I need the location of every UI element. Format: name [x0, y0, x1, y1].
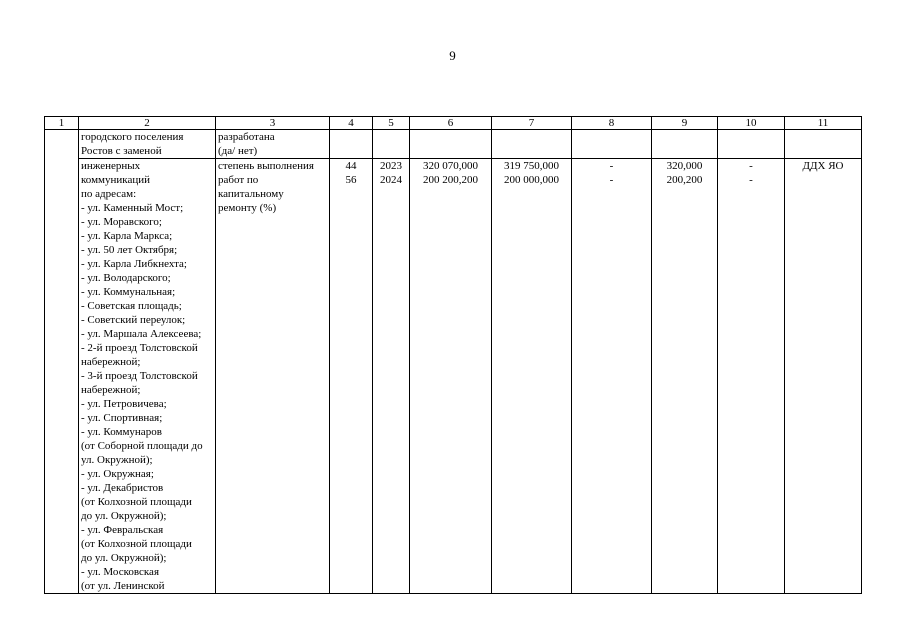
header-cell: 4 — [330, 117, 373, 130]
address-line: - 2-й проезд Толстовской — [81, 342, 198, 354]
responsible-value: ДДХ ЯО — [802, 160, 844, 172]
address-line: - ул. Декабристов — [81, 482, 164, 494]
indicator-line: степень выполнения — [218, 160, 314, 172]
empty-cell — [330, 130, 373, 159]
amount-value: - — [609, 174, 614, 186]
amount-value: - — [749, 160, 753, 172]
address-line: ул. Окружной); — [81, 454, 153, 466]
empty-cell — [718, 130, 785, 159]
year-cell — [373, 159, 410, 594]
indicator-line: капитальному — [218, 188, 284, 200]
page-number: 9 — [449, 48, 456, 63]
amount-cell — [492, 159, 572, 594]
responsible-cell — [785, 159, 862, 594]
indicator-line: (да/ нет) — [218, 145, 258, 157]
object-name-cell — [79, 130, 216, 159]
table-row — [45, 159, 862, 594]
amount-value: 200 000,000 — [504, 174, 559, 186]
object-name-line: городского поселения — [81, 131, 184, 143]
address-line: - ул. 50 лет Октября; — [81, 244, 178, 256]
address-line: - ул. Окружная; — [81, 468, 154, 480]
address-line: - ул. Моравского; — [81, 216, 162, 228]
program-table — [44, 116, 862, 594]
address-line: (от Колхозной площади — [81, 496, 192, 508]
address-line: - ул. Московская — [81, 566, 159, 578]
header-cell: 11 — [785, 117, 862, 130]
empty-cell — [410, 130, 492, 159]
address-line: набережной; — [81, 356, 141, 368]
address-line: - ул. Коммунаров — [81, 426, 162, 438]
header-cell: 7 — [492, 117, 572, 130]
indicator-cell — [216, 159, 330, 594]
indicator-line: работ по — [218, 174, 259, 186]
indicator-cell — [216, 130, 330, 159]
address-line: - Советская площадь; — [81, 300, 182, 312]
address-line: коммуникаций — [81, 174, 150, 186]
percent-value: 56 — [345, 174, 357, 186]
amount-value: 200,200 — [666, 174, 703, 186]
address-line: (от ул. Ленинской — [81, 580, 165, 592]
total-amount-cell — [410, 159, 492, 594]
percent-cell — [330, 159, 373, 594]
object-name-line: Ростов с заменой — [81, 145, 162, 157]
address-line: - ул. Коммунальная; — [81, 286, 176, 298]
amount-value: 320,000 — [666, 160, 703, 172]
amount-value: - — [749, 174, 753, 186]
header-cell: 8 — [572, 117, 652, 130]
header-cell: 10 — [718, 117, 785, 130]
address-line: до ул. Окружной); — [81, 552, 167, 564]
empty-cell — [652, 130, 718, 159]
year-value: 2023 — [380, 160, 402, 172]
address-list-cell — [79, 159, 216, 594]
empty-cell — [572, 130, 652, 159]
header-cell: 3 — [216, 117, 330, 130]
address-line: - ул. Володарского; — [81, 272, 171, 284]
header-cell: 1 — [45, 117, 79, 130]
row-number-cell — [45, 130, 79, 594]
empty-cell — [492, 130, 572, 159]
amount-value: - — [609, 160, 614, 172]
address-line: - ул. Спортивная; — [81, 412, 163, 424]
address-line: (от Колхозной площади — [81, 538, 192, 550]
address-line: - ул. Каменный Мост; — [81, 202, 184, 214]
address-line: (от Соборной площади до — [81, 440, 203, 452]
amount-cell — [718, 159, 785, 594]
indicator-line: разработана — [218, 131, 275, 143]
header-cell: 2 — [79, 117, 216, 130]
address-line: инженерных — [81, 160, 141, 172]
table-row — [45, 130, 862, 159]
amount-cell — [572, 159, 652, 594]
total-amount-value: 200 200,200 — [423, 174, 478, 186]
column-number-row — [45, 117, 862, 130]
address-line: - Советский переулок; — [81, 314, 186, 326]
address-line: - 3-й проезд Толстовской — [81, 370, 198, 382]
year-value: 2024 — [380, 174, 402, 186]
address-line: - ул. Карла Маркса; — [81, 230, 173, 242]
address-line: - ул. Карла Либкнехта; — [81, 258, 187, 270]
address-line: - ул. Петровичева; — [81, 398, 167, 410]
amount-value: 319 750,000 — [504, 160, 559, 172]
address-line: - ул. Февральская — [81, 524, 164, 536]
address-line: до ул. Окружной); — [81, 510, 167, 522]
indicator-line: ремонту (%) — [218, 202, 277, 214]
address-line: - ул. Маршала Алексеева; — [81, 328, 202, 340]
header-cell: 9 — [652, 117, 718, 130]
percent-value: 44 — [345, 160, 357, 172]
header-cell: 6 — [410, 117, 492, 130]
address-line: по адресам: — [81, 188, 137, 200]
empty-cell — [785, 130, 862, 159]
header-cell: 5 — [373, 117, 410, 130]
empty-cell — [373, 130, 410, 159]
amount-cell — [652, 159, 718, 594]
address-line: набережной; — [81, 384, 141, 396]
total-amount-value: 320 070,000 — [423, 160, 478, 172]
